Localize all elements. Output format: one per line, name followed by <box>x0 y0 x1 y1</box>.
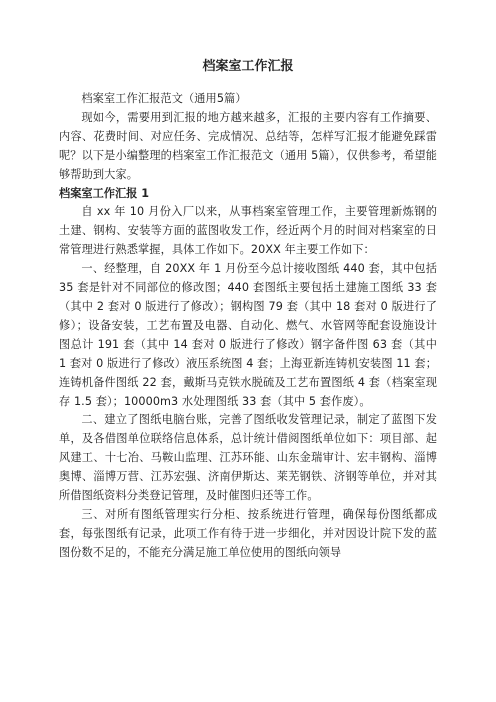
body-paragraph: 自 xx 年 10 月份入厂以来，从事档案室管理工作，主要管理新炼钢的土建、钢构、安装等方面的蓝图收发工作，经近两个月的时间对档案室的日常管理进行熟悉掌握，具体工作如下。20XX 年主要工作如下： <box>59 205 437 257</box>
body-paragraph: 一、经整理，自 20XX 年 1 月份至今总计接收图纸 440 套，其中包括 35 套是针对不同部位的修改图；440 套图纸主要包括土建施工图纸 33 套（其中 2 套对 0 版进行了修改）；钢构图 79 套（其中 18 套对 0 版进行了修）；设备安装，工艺布置及电器、自动化、燃气、水管网等配套设施设计图总计 191 套（其中 14 套对 0 版进行了修改）钢字备件图 63 套（其中 1 套对 0 版进行了修改）液压系统图 4 套；上海亚新连铸机安装图 11 套；连铸机备件图纸 22 套，戴斯马克铁水脱硫及工艺布置图纸 4 套（档案室现存 1.5 套）；10000m3 水处理图纸 33 套（其中 5 套作废）。 <box>59 262 437 408</box>
section-heading: 档案室工作汇报 1 <box>59 186 149 200</box>
document-subtitle: 档案室工作汇报范文（通用5篇） <box>81 92 247 105</box>
document-title: 档案室工作汇报 <box>202 59 294 74</box>
body-paragraph: 二、建立了图纸电脑台账，完善了图纸收发管理记录，制定了蓝图下发单，及各借图单位联络信息体系，总计统计借阅图纸单位如下：项目部、起风建工、十七冶、马鞍山监理、江苏环能、山东金瑞审计、宏丰钢构、淄博奥博、淄博万营、江苏宏强、济南伊斯达、莱芜钢铁、济钢等单位，并对其所借图纸资料分类登记管理，及时催图归还等工作。 <box>59 413 437 503</box>
body-paragraph: 三、对所有图纸管理实行分柜、按系统进行管理，确保每份图纸都成套，每张图纸有记录，此项工作有待于进一步细化，并对因设计院下发的蓝图份数不足的，不能充分满足施工单位使用的图纸向领导 <box>59 507 437 559</box>
intro-paragraph: 现如今，需要用到汇报的地方越来越多，汇报的主要内容有工作摘要、内容、花费时间、对应任务、完成情况、总结等，怎样写汇报才能避免踩雷呢？以下是小编整理的档案室工作汇报范文（通用 5篇），仅供参考，希望能够帮助到大家。 <box>59 110 437 181</box>
